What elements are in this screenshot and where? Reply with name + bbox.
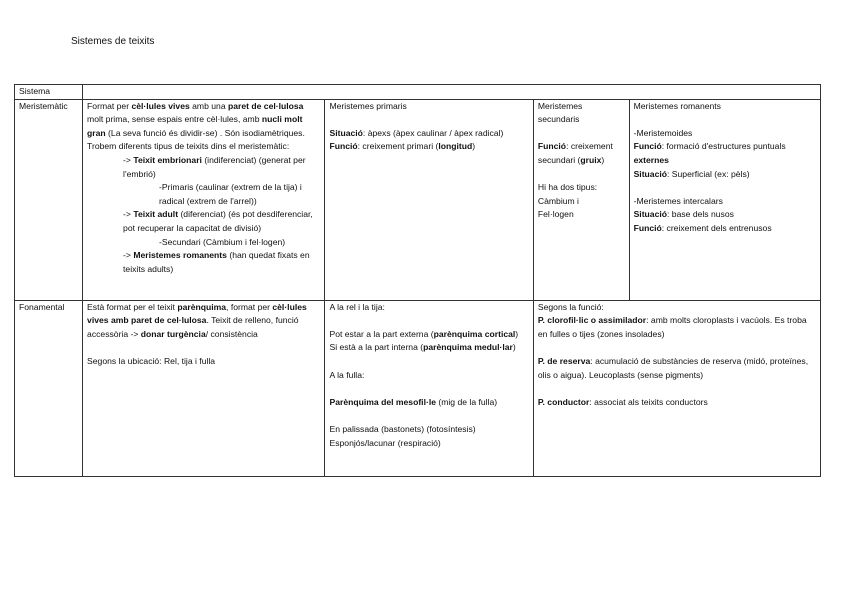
table-row-meristematic [15, 99, 821, 300]
table-row-fonamental [15, 300, 821, 476]
header-row [15, 85, 821, 100]
systems-table [14, 84, 821, 477]
row-label-meristematic: Meristemàtic [15, 99, 83, 300]
header-cell-empty [83, 85, 821, 100]
header-cell-sistema: Sistema [15, 85, 83, 100]
fonamental-funcio-cell: Segons la funció: P. clorofil·lic o assimilador: amb molts cloroplasts i vacúols. Es troba en fulles o tijes (zones insolades) P. de reserva: acumulació de substàncies de reserva (midó, proteïnes, olis o aigua). Leucoplasts (sense pigments) P. conductor: associat als teixits conductors [533, 300, 820, 476]
row-label-fonamental: Fonamental [15, 300, 83, 476]
fonamental-description: Està format per el teixit parènquima, format per cèl·lules vives amb paret de cel·lulosa. Teixit de relleno, funció accessòria -> donar turgència/ consistència Segons la ubicació: Rel, tija i fulla [83, 300, 325, 476]
fonamental-ubicacio-cell: A la rel i la tija: Pot estar a la part externa (parènquima cortical) Si està a la part interna (parènquima medul·lar) A la fulla: Parènquima del mesofil·le (mig de la fulla) En palissada (bastonets) (fotosíntesis) Esponjós/lacunar (respiració) [325, 300, 533, 476]
meristematic-description: Format per cèl·lules vives amb una paret de cel·lulosa molt prima, sense espais entre cèl·lules, amb nucli molt gran (La seva funció és dividir-se) . Són isodiamètriques. Trobem diferents tipus de teixits dins el meristemàtic: -> Teixit embrionari (indiferenciat) (generat per l'embrió) -Primaris (caulinar (extrem de la tija) i radical (extrem de l'arrel)) -> Teixit adult (diferenciat) (és pot desdiferenciar, pot recuperar la capacitat de divisió) -Secundari (Càmbium i fel·logen) -> Meristemes romanents (han quedat fixats en teixits adults) [83, 99, 325, 300]
meristemes-romanents-cell: Meristemes romanents -Meristemoides Funció: formació d'estructures puntuals externes Situació: Superficial (ex: pèls) -Meristemes intercalars Situació: base dels nusos Funció: creixement dels entrenusos [629, 99, 820, 300]
document-title: Sistemes de teixits [71, 36, 155, 47]
meristemes-secundaris-cell: Meristemes secundaris Funció: creixement secundari (gruix) Hi ha dos tipus: Càmbium i Fel·logen [533, 99, 629, 300]
meristemes-primaris-cell: Meristemes primaris Situació: àpexs (àpex caulinar / àpex radical) Funció: creixement primari (longitud) [325, 99, 533, 300]
